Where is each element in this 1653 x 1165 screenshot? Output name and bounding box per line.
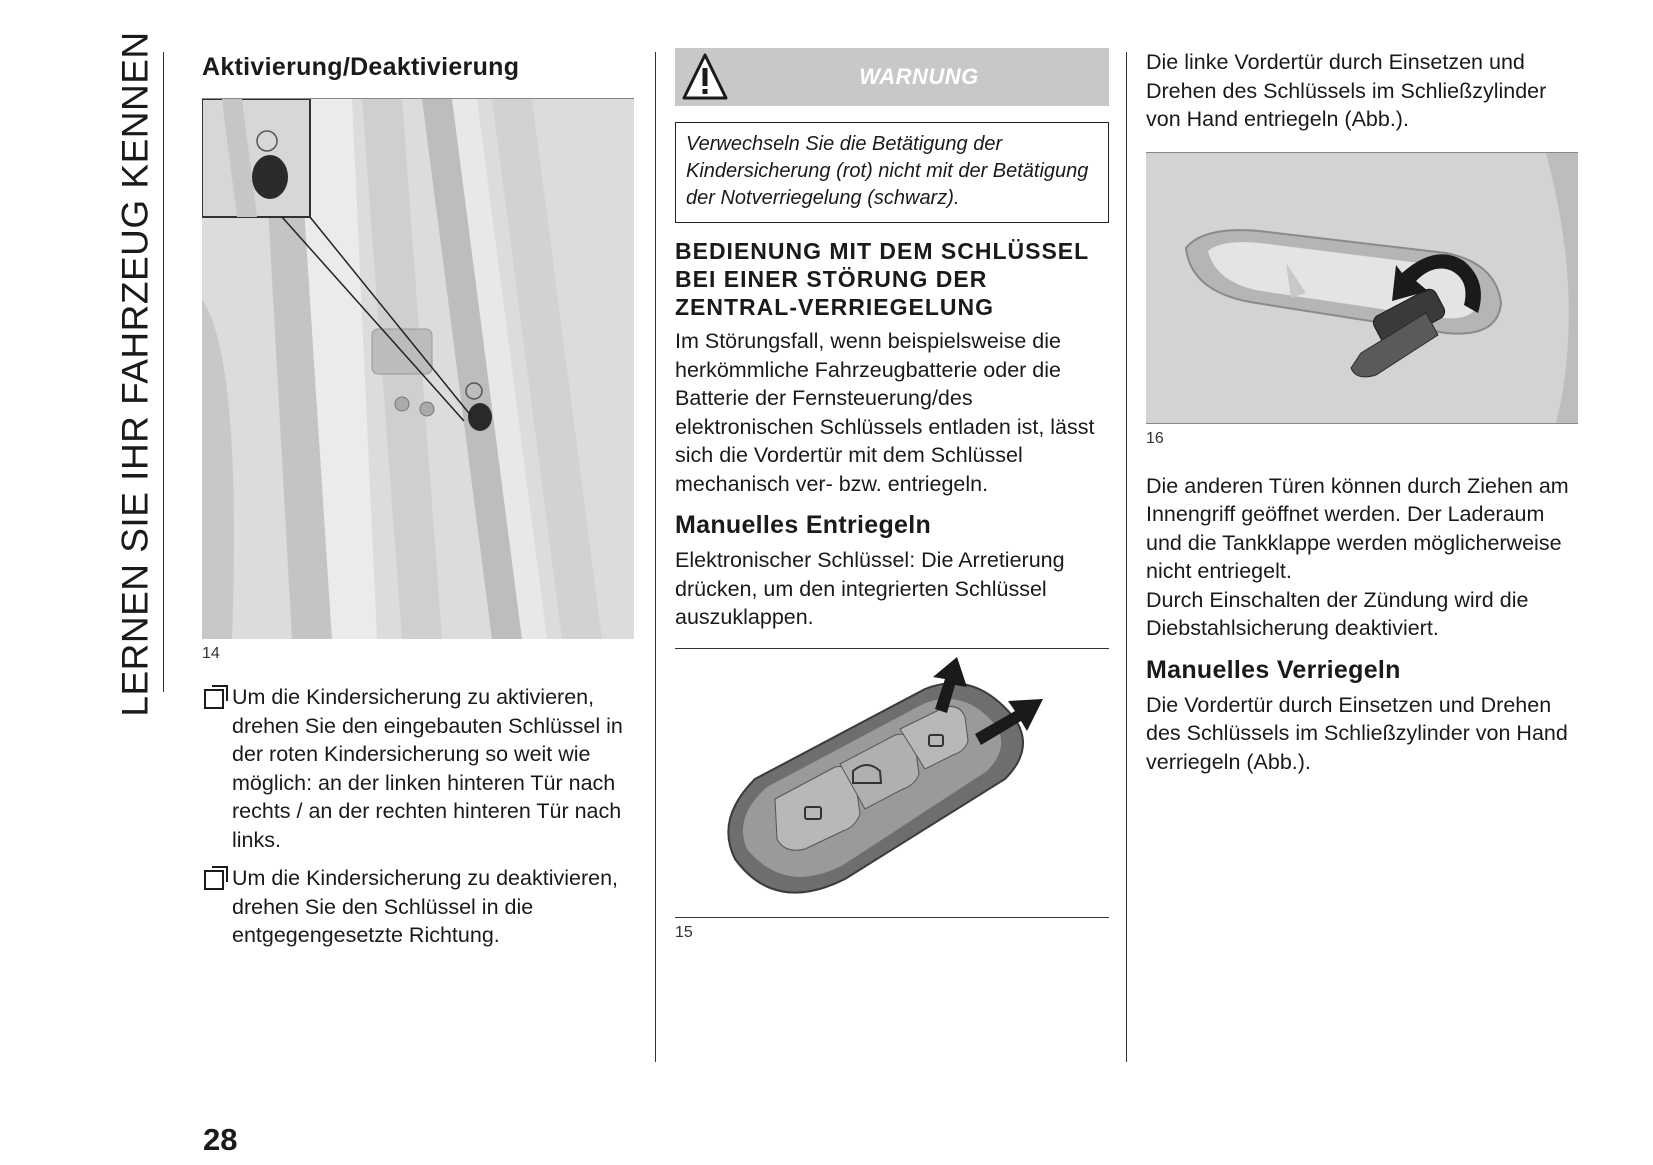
figure-14-child-lock <box>202 98 634 639</box>
column-divider-1 <box>655 52 656 1062</box>
door-child-lock-illustration <box>202 99 634 639</box>
chapter-side-title <box>113 31 158 717</box>
checkbox-bullet-icon <box>204 870 224 890</box>
bullet-activate <box>202 683 636 854</box>
figure-14-number: 14 <box>202 645 220 662</box>
figure-15-number: 15 <box>675 923 693 941</box>
text-manual-lock: Die Vordertür durch Einsetzen und Drehen des Schlüssels im Schließzylinder von Hand verriegeln (Abb.). <box>1146 692 1568 774</box>
column-3 <box>1146 48 1580 776</box>
warning-text: Verwechseln Sie die Betätigung der Kindersicherung (rot) nicht mit der Betätigung der Notverriegelung (schwarz). <box>686 133 1089 209</box>
column-divider-2 <box>1126 52 1127 1062</box>
text-other-doors: Die anderen Türen können durch Ziehen am Innengriff geöffnet werden. Der Laderaum und die Tankklappe werden möglicherweise nicht entriegelt. <box>1146 473 1569 583</box>
figure-16-door-handle <box>1146 152 1578 424</box>
heading-manual-lock: Manuelles Verriegeln <box>1146 655 1401 684</box>
chapter-title-text: LERNEN SIE IHR FAHRZEUG KENNEN <box>114 31 156 717</box>
bullet-deactivate <box>202 864 636 950</box>
column-1 <box>202 48 636 950</box>
heading-activation: Aktivierung/Deaktivierung <box>202 53 520 81</box>
section-heading-key-operation: BEDIENUNG MIT DEM SCHLÜSSEL BEI EINER STÖRUNG DER ZENTRAL-VERRIEGELUNG <box>675 238 1089 320</box>
side-divider <box>163 52 164 692</box>
text-manual-unlock: Elektronischer Schlüssel: Die Arretierung drücken, um den integrierten Schlüssel auszuklappen. <box>675 548 1065 629</box>
bullet-deactivate-text: Um die Kindersicherung zu deaktivieren, drehen Sie den Schlüssel in die entgegengesetzte Richtung. <box>232 866 619 947</box>
door-handle-illustration <box>1146 153 1578 423</box>
section-text-key-operation: Im Störungsfall, wenn beispielsweise die herkömmliche Fahrzeugbatterie oder die Batterie der Fernsteuerung/des elektronischen Schlüssels entladen ist, lässt sich die Vordertür mit dem Schlüssel mechanisch ver- bzw. entriegeln. <box>675 329 1095 496</box>
text-ignition: Durch Einschalten der Zündung wird die Diebstahlsicherung deaktiviert. <box>1146 587 1529 640</box>
page-number: 28 <box>203 1122 238 1157</box>
heading-manual-unlock: Manuelles Entriegeln <box>675 511 932 539</box>
intro-text-left-door: Die linke Vordertür durch Einsetzen und Drehen des Schlüssels im Schließzylinder von Hand entriegeln (Abb.). <box>1146 50 1547 131</box>
figure-15-key-fob <box>675 649 1109 917</box>
checkbox-bullet-icon <box>204 689 224 709</box>
warning-header <box>675 48 1109 106</box>
column-2 <box>675 48 1109 942</box>
warning-text-box <box>675 122 1109 223</box>
warning-triangle-icon <box>681 52 729 102</box>
bullet-activate-text: Um die Kindersicherung zu aktivieren, drehen Sie den eingebauten Schlüssel in der roten Kindersicherung so weit wie möglich: an der linken hinteren Tür nach rechts / an der rechten hinteren Tür nach links. <box>232 685 623 852</box>
key-fob-illustration <box>675 649 1109 917</box>
figure-16-number: 16 <box>1146 429 1164 447</box>
warning-title: WARNUNG <box>859 64 979 89</box>
